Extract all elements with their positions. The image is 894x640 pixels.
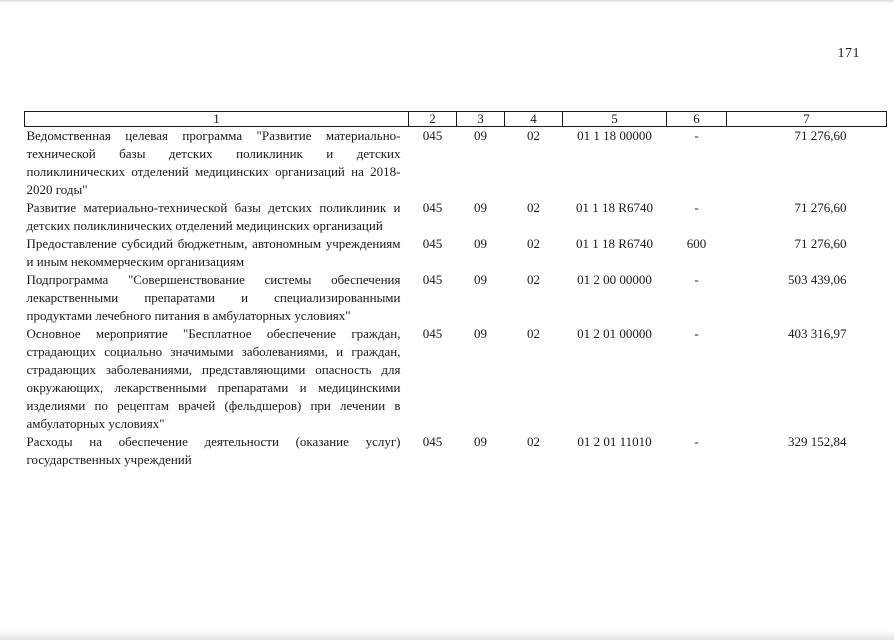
row-col-6: -	[694, 200, 699, 215]
table-row	[25, 235, 887, 271]
row-col-6: -	[694, 272, 699, 287]
row-name: Подпрограмма "Совершенствование системы обеспечения лекарственными препаратами и специализированными продуктами лечебного питания в амбулаторных условиях"	[26, 272, 401, 323]
header-col-4: 4	[505, 112, 563, 127]
row-col-3: 09	[474, 434, 487, 449]
header-col-3: 3	[457, 112, 505, 127]
table-row	[25, 325, 887, 433]
row-col-3: 09	[474, 272, 487, 287]
header-col-1: 1	[25, 112, 409, 127]
row-col-5: 01 1 18 R6740	[576, 236, 653, 251]
header-col-2: 2	[409, 112, 457, 127]
row-name: Расходы на обеспечение деятельности (оказание услуг) государственных учреждений	[26, 434, 401, 467]
row-col-3: 09	[474, 236, 487, 251]
row-col-3: 09	[474, 326, 487, 341]
row-col-2: 045	[422, 434, 443, 449]
row-col-4: 02	[527, 434, 540, 449]
scan-edge-top	[0, 0, 894, 3]
row-col-4: 02	[527, 272, 540, 287]
row-col-4: 02	[527, 236, 540, 251]
row-col-7: 71 276,60	[794, 236, 847, 251]
row-col-2: 045	[422, 236, 443, 251]
row-col-7: 403 316,97	[788, 326, 847, 341]
row-col-6: -	[694, 128, 699, 143]
row-col-6: -	[694, 434, 699, 449]
row-col-3: 09	[474, 200, 487, 215]
page-number: 171	[837, 46, 860, 61]
row-col-4: 02	[527, 200, 540, 215]
row-col-5: 01 2 00 00000	[577, 272, 652, 287]
table-row	[25, 127, 887, 200]
row-name: Ведомственная целевая программа "Развитие материально-технической базы детских поликлиник и детских поликлинических отделений медицинских организаций на 2018-2020 годы"	[26, 128, 401, 197]
table-body	[25, 127, 887, 470]
header-col-7: 7	[727, 112, 887, 127]
row-col-7: 71 276,60	[794, 200, 847, 215]
header-row	[25, 112, 887, 127]
row-col-5: 01 1 18 R6740	[576, 200, 653, 215]
row-col-5: 01 2 01 11010	[577, 434, 652, 449]
row-col-5: 01 2 01 00000	[577, 326, 652, 341]
row-col-6: 600	[686, 236, 707, 251]
table-row	[25, 199, 887, 235]
row-col-2: 045	[422, 326, 443, 341]
row-name: Развитие материально-технической базы детских поликлиник и детских поликлинических отделений медицинских организаций	[26, 200, 401, 233]
header-col-6: 6	[667, 112, 727, 127]
row-col-7: 71 276,60	[794, 128, 847, 143]
row-col-5: 01 1 18 00000	[577, 128, 652, 143]
row-col-6: -	[694, 326, 699, 341]
table-header	[25, 112, 887, 127]
row-col-4: 02	[527, 128, 540, 143]
row-col-7: 329 152,84	[788, 434, 847, 449]
header-col-5: 5	[563, 112, 667, 127]
row-name: Предоставление субсидий бюджетным, автономным учреждениям и иным некоммерческим организациям	[26, 236, 401, 269]
row-col-3: 09	[474, 128, 487, 143]
table-row	[25, 433, 887, 469]
row-col-4: 02	[527, 326, 540, 341]
scan-edge-bottom	[0, 630, 894, 640]
row-name: Основное мероприятие "Бесплатное обеспечение граждан, страдающих социально значимыми заболеваниями, и граждан, страдающих заболеваниями, представляющими опасность для окружающих, лекарственными препаратами и медицинскими изделиями по рецептам врачей (фельдшеров) при лечении в амбулаторных условиях"	[26, 326, 401, 431]
row-col-2: 045	[422, 200, 443, 215]
row-col-2: 045	[422, 128, 443, 143]
row-col-2: 045	[422, 272, 443, 287]
budget-table	[24, 111, 887, 469]
row-col-7: 503 439,06	[788, 272, 847, 287]
table-row	[25, 271, 887, 325]
